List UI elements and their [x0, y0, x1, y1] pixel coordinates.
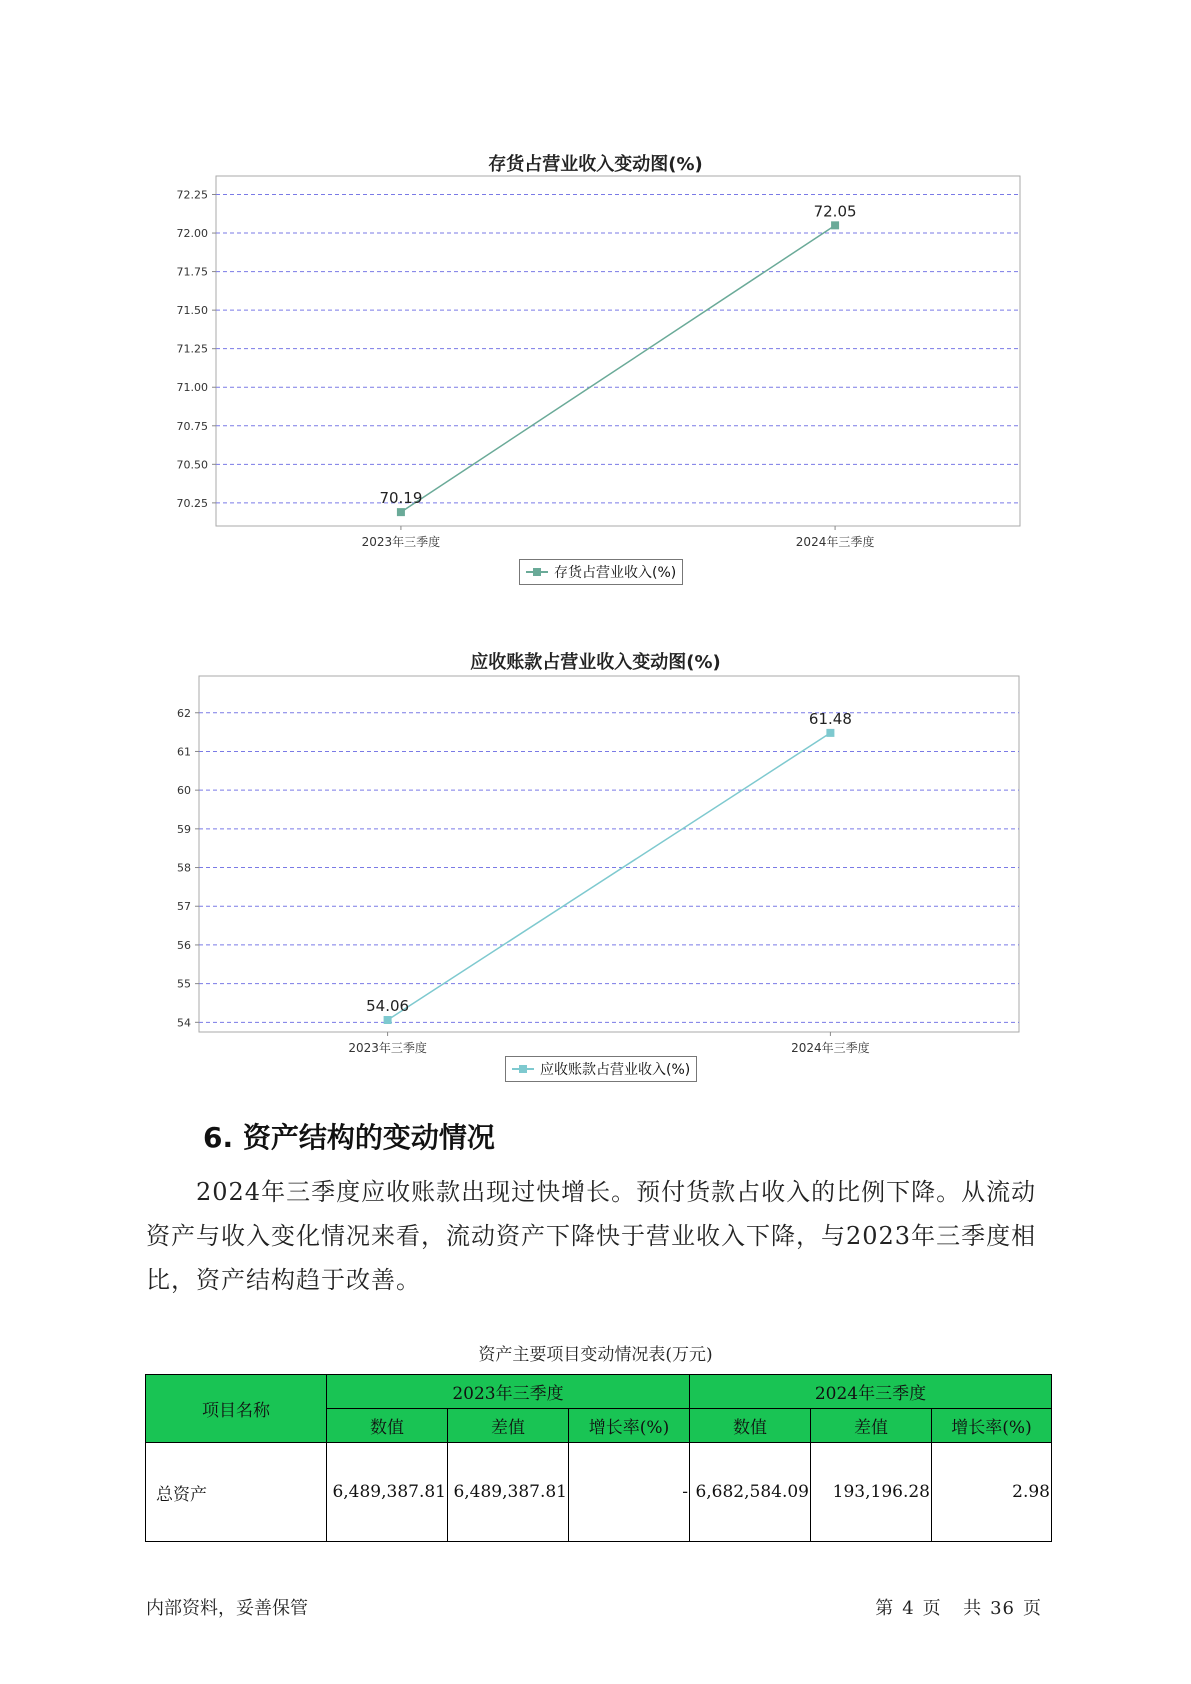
data-point	[831, 221, 839, 229]
data-label: 54.06	[366, 997, 410, 1016]
y-tick-label: 62	[177, 706, 191, 720]
y-tick-label: 56	[177, 938, 191, 952]
y-tick-label: 71.75	[176, 265, 208, 279]
data-point	[384, 1016, 392, 1024]
subheader-growth: 增长率(%)	[932, 1409, 1052, 1443]
y-tick-label: 57	[177, 900, 191, 914]
y-tick-label: 71.00	[176, 381, 208, 395]
page-label: 第	[875, 1598, 895, 1619]
y-tick-label: 70.75	[176, 419, 208, 433]
page-label: 共	[963, 1598, 983, 1619]
x-tick-label: 2024年三季度	[791, 1041, 870, 1055]
chart-2	[0, 665, 1191, 1085]
y-tick-label: 70.50	[176, 458, 208, 472]
subheader-value: 数值	[690, 1409, 811, 1443]
table-cell: 6,682,584.09	[690, 1443, 811, 1542]
section-paragraph	[146, 1170, 1046, 1302]
y-tick-label: 54	[177, 1016, 191, 1030]
data-label: 72.05	[813, 202, 857, 221]
data-label: 61.48	[808, 709, 852, 728]
section-heading: 6. 资产结构的变动情况	[203, 1121, 495, 1154]
y-tick-label: 58	[177, 861, 191, 875]
legend-marker-icon	[526, 568, 548, 576]
plot-area	[216, 176, 1020, 526]
header-item-name: 项目名称	[146, 1375, 327, 1443]
table-cell: 6,489,387.81	[327, 1443, 448, 1542]
page-total: 36	[990, 1598, 1015, 1619]
chart-2-title: 应收账款占营业收入变动图(%)	[470, 652, 721, 673]
subheader-diff: 差值	[811, 1409, 932, 1443]
chart-2-legend-label: 应收账款占营业收入(%)	[540, 1062, 691, 1078]
data-label: 70.19	[379, 489, 423, 508]
y-tick-label: 72.25	[176, 188, 208, 202]
page-label: 页	[1023, 1598, 1042, 1619]
chart-1-title: 存货占营业收入变动图(%)	[488, 154, 703, 175]
page-current: 4	[902, 1598, 915, 1619]
x-tick-label: 2024年三季度	[795, 535, 875, 549]
y-tick-label: 70.25	[176, 496, 208, 510]
page-number	[871, 1594, 1046, 1620]
chart-1	[0, 170, 1191, 580]
x-tick-label: 2023年三季度	[348, 1041, 427, 1055]
chart-2-legend	[505, 1056, 697, 1082]
subheader-value: 数值	[327, 1409, 448, 1443]
subheader-diff: 差值	[448, 1409, 569, 1443]
page-label: 页	[922, 1598, 942, 1619]
table-cell: -	[569, 1443, 690, 1542]
y-tick-label: 59	[177, 822, 191, 836]
table-caption: 资产主要项目变动情况表(万元)	[478, 1345, 713, 1365]
assets-table	[145, 1374, 1052, 1542]
plot-area	[199, 676, 1019, 1032]
footer-note: 内部资料，妥善保管	[146, 1598, 308, 1619]
y-tick-label: 71.50	[176, 304, 208, 318]
chart-1-legend-label: 存货占营业收入(%)	[554, 565, 677, 581]
y-tick-label: 55	[177, 977, 191, 991]
row-name: 总资产	[146, 1443, 327, 1542]
y-tick-label: 61	[177, 745, 191, 759]
data-point	[826, 729, 834, 737]
legend-marker-icon	[512, 1065, 534, 1073]
chart-1-legend	[519, 559, 683, 585]
table-cell: 6,489,387.81	[448, 1443, 569, 1542]
y-tick-label: 72.00	[176, 227, 208, 241]
y-tick-label: 60	[177, 784, 191, 798]
table-cell: 2.98	[932, 1443, 1052, 1542]
table-cell: 193,196.28	[811, 1443, 932, 1542]
y-tick-label: 71.25	[176, 342, 208, 356]
x-tick-label: 2023年三季度	[361, 535, 441, 549]
data-point	[397, 508, 405, 516]
subheader-growth: 增长率(%)	[569, 1409, 690, 1443]
header-period-2: 2024年三季度	[690, 1375, 1052, 1409]
paragraph-text: 2024年三季度应收账款出现过快增长。预付货款占收入的比例下降。从流动资产与收入变化情况来看，流动资产下降快于营业收入下降，与2023年三季度相比，资产结构趋于改善。	[146, 1178, 1037, 1294]
header-period-1: 2023年三季度	[327, 1375, 690, 1409]
table-row	[146, 1443, 1052, 1542]
